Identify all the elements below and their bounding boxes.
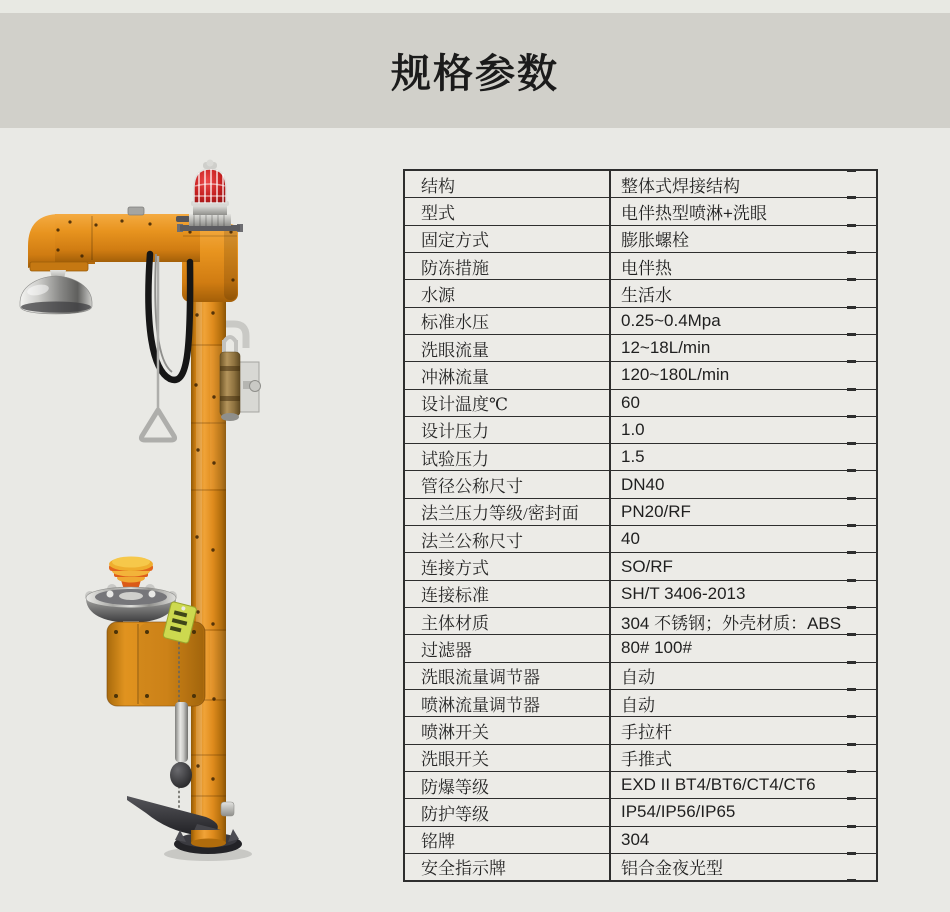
spec-label: 洗眼开关 [405,745,611,771]
spec-value: 1.0 [621,419,645,439]
spec-value: 自动 [621,695,655,715]
spec-value: 铝合金夜光型 [621,859,723,879]
spec-value: SH/T 3406-2013 [621,583,746,603]
spec-label: 管径公称尺寸 [405,471,611,497]
spec-value: 1.5 [621,447,645,467]
spec-value: 120~180L/min [621,365,730,385]
page-title: 规格参数 [391,52,559,96]
spec-label: 过滤器 [405,635,611,661]
spec-value: 电伴热型喷淋+洗眼 [621,203,767,223]
table-row [405,470,876,497]
spec-label: 固定方式 [405,226,611,252]
table-row [405,252,876,279]
table-row [405,662,876,689]
section-header [0,13,950,128]
spec-label: 法兰压力等级/密封面 [405,499,611,525]
spec-value: EXD II BT4/BT6/CT4/CT6 [621,775,816,795]
spec-label: 设计压力 [405,417,611,443]
spec-label: 连接标准 [405,581,611,607]
spec-label: 防冻措施 [405,253,611,279]
spec-label: 安全指示牌 [405,854,611,880]
table-row [405,771,876,798]
spec-label: 水源 [405,280,611,306]
table-row [405,689,876,716]
spec-value: DN40 [621,474,665,494]
table-row [405,416,876,443]
table-row [405,580,876,607]
spec-value: IP54/IP56/IP65 [621,802,736,822]
spec-value: 80# 100# [621,638,692,658]
table-row [405,197,876,224]
lockout-valve [220,324,261,421]
spec-value: 304 不锈钢；外壳材质：ABS [621,613,842,633]
spec-value: 手推式 [621,750,672,770]
table-row [405,798,876,825]
table-row [405,744,876,771]
spec-label: 标准水压 [405,308,611,334]
spec-value: 手拉杆 [621,722,672,742]
product-photo-emergency-shower [0,130,400,912]
table-row [405,552,876,579]
drain-fitting [221,802,234,816]
spec-label: 铭牌 [405,827,611,853]
spec-value: 膨胀螺栓 [621,231,689,251]
table-row [405,443,876,470]
table-row [405,171,876,197]
table-row [405,389,876,416]
spec-value: 电伴热 [621,258,672,278]
shower-head [20,270,92,314]
spec-label: 结构 [405,171,611,197]
spec-label: 洗眼流量调节器 [405,663,611,689]
table-row [405,361,876,388]
table-row [405,307,876,334]
spec-value: 12~18L/min [621,338,711,358]
spec-label: 喷淋流量调节器 [405,690,611,716]
table-row [405,607,876,634]
spec-table [403,169,878,882]
spec-value: 自动 [621,668,655,688]
spec-value: 0.25~0.4Mpa [621,310,721,330]
table-row [405,525,876,552]
spec-label: 设计温度℃ [405,390,611,416]
spec-label: 主体材质 [405,608,611,634]
spec-label: 冲淋流量 [405,362,611,388]
table-row [405,225,876,252]
base-flange [164,829,252,861]
table-row [405,716,876,743]
table-row [405,853,876,880]
spec-label: 试验压力 [405,444,611,470]
top-strip [0,0,950,13]
table-row [405,279,876,306]
table-row [405,826,876,853]
spec-value: SO/RF [621,556,673,576]
spec-value: PN20/RF [621,501,691,521]
spec-value: 整体式焊接结构 [621,176,740,196]
spec-label: 防爆等级 [405,772,611,798]
spec-value: 60 [621,392,640,412]
eyewash-push-rod [170,702,192,788]
spec-label: 喷淋开关 [405,717,611,743]
spec-value: 304 [621,829,650,849]
spec-label: 防护等级 [405,799,611,825]
table-row [405,634,876,661]
table-row [405,498,876,525]
spec-label: 洗眼流量 [405,335,611,361]
spec-label: 型式 [405,198,611,224]
spec-value: 生活水 [621,285,672,305]
spec-value: 40 [621,529,640,549]
spec-label: 法兰公称尺寸 [405,526,611,552]
table-row [405,334,876,361]
spec-label: 连接方式 [405,553,611,579]
